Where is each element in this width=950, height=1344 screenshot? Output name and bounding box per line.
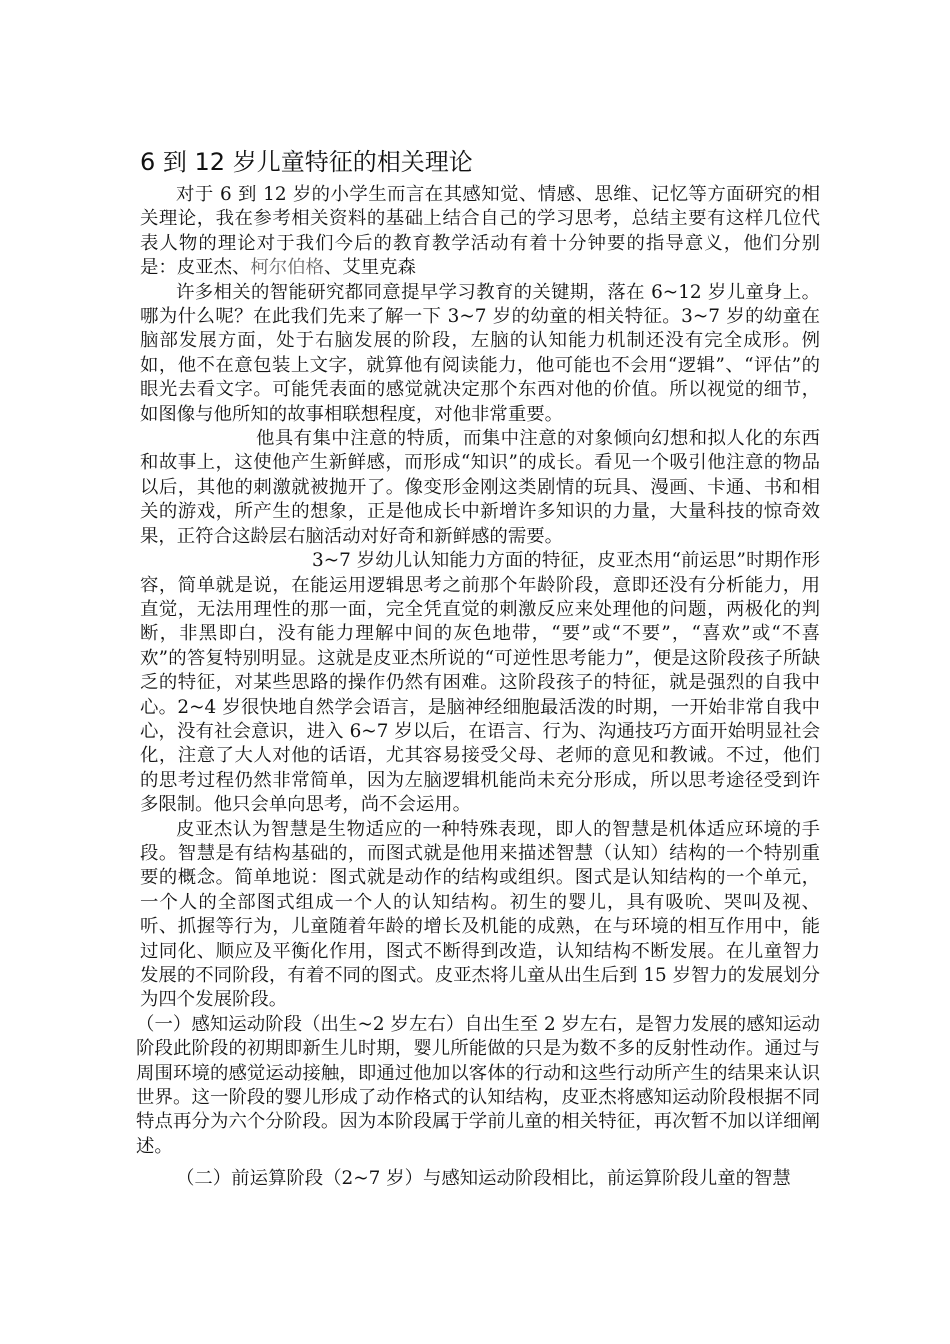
paragraph-intro-grey-name: 柯尔伯格 bbox=[250, 257, 324, 279]
paragraph-attention: 他具有集中注意的特质，而集中注意的对象倾向幻想和拟人化的东西和故事上，这使他产生新鲜感，而形成“知识”的成长。看见一个吸引他注意的物品以后，其他的刺激就被抛开了。像变形金刚这类剧情的玩具、漫画、卡通、书和相关的游戏，所产生的想象，正是他成长中新增许多知识的力量，大量科技的惊奇效果，正符合这龄层右脑活动对好奇和新鲜感的需要。 bbox=[140, 428, 820, 547]
paragraph-preoperational: 3~7 岁幼儿认知能力方面的特征，皮亚杰用“前运思”时期作形容，简单就是说，在能运用逻辑思考之前那个年龄阶段，意即还没有分析能力，用直觉，无法用理性的那一面，完全凭直觉的刺激反应来处理他的问题，两极化的判断，非黑即白，没有能力理解中间的灰色地带，“要”或“不要”，“喜欢”或“不喜欢”的答复特别明显。这就是皮亚杰所说的“可逆性思考能力”，便是这阶段孩子所缺乏的特征，对某些思路的操作仍然有困难。这阶段孩子的特征，就是强烈的自我中心。2~4 岁很快地自然学会语言，是脑神经细胞最活泼的时期，一开始非常自我中心，没有社会意识，进入 6~7 岁以后，在语言、行为、沟通技巧方面开始明显社会化，注意了大人对他的话语，尤其容易接受父母、老师的意见和教诫。不过，他们的思考过程仍然非常简单，因为左脑逻辑机能尚未充分形成，所以思考途径受到许多限制。他只会单向思考，尚不会运用。 bbox=[140, 550, 820, 816]
paragraph-sensorimotor-stage: （一）感知运动阶段（出生~2 岁左右）自出生至 2 岁左右，是智力发展的感知运动阶段此阶段的初期即新生儿时期，婴儿所能做的只是为数不多的反射性动作。通过与周围环境的感觉运动接触，即通过他加以客体的行动和这些行动所产生的结果来认识世界。这一阶段的婴儿形成了动作格式的认知结构，皮亚杰将感知运动阶段根据不同特点再分为六个分阶段。因为本阶段属于学前儿童的相关特征，再次暂不加以详细阐述。 bbox=[136, 1013, 820, 1157]
paragraph-schema: 皮亚杰认为智慧是生物适应的一种特殊表现，即人的智慧是机体适应环境的手段。智慧是有结构基础的，而图式就是他用来描述智慧（认知）结构的一个特别重要的概念。简单地说：图式就是动作的结构或组织。图式是认知结构的一个单元，一个人的全部图式组成一个人的认知结构。初生的婴儿，具有吸吮、哭叫及视、听、抓握等行为，儿童随着年龄的增长及机能的成熟，在与环境的相互作用中，能过同化、顺应及平衡化作用，图式不断得到改造，认知结构不断发展。在儿童智力发展的不同阶段，有着不同的图式。皮亚杰将儿童从出生后到 15 岁智力的发展划分为四个发展阶段。 bbox=[140, 818, 820, 1011]
paragraph-preoperational-stage: （二）前运算阶段（2~7 岁）与感知运动阶段相比，前运算阶段儿童的智慧 bbox=[176, 1168, 791, 1190]
paragraph-intro bbox=[140, 183, 820, 281]
document-title: 6 到 12 岁儿童特征的相关理论 bbox=[140, 148, 473, 176]
paragraph-intro-text: 对于 6 到 12 岁的小学生而言在其感知觉、情感、思维、记忆等方面研究的相关理论，我在参考相关资料的基础上结合自己的学习思考，总结主要有这样几位代表人物的理论对于我们今后的教育教学活动有着十分钟要的指导意义，他们分别是：皮亚杰、 bbox=[140, 184, 820, 279]
paragraph-critical-period: 许多相关的智能研究都同意提早学习教育的关键期，落在 6~12 岁儿童身上。哪为什么呢？在此我们先来了解一下 3~7 岁的幼童的相关特征。3~7 岁的幼童在脑部发展方面，处于右脑发展的阶段，左脑的认知能力机制还没有完全成形。例如，他不在意包装上文字，就算他有阅读能力，他可能也不会用“逻辑”、“评估”的眼光去看文字。可能凭表面的感觉就决定那个东西对他的价值。所以视觉的细节，如图像与他所知的故事相联想程度，对他非常重要。 bbox=[140, 281, 820, 425]
paragraph-intro-end: 、艾里克森 bbox=[323, 257, 416, 279]
document-body bbox=[136, 183, 820, 1192]
